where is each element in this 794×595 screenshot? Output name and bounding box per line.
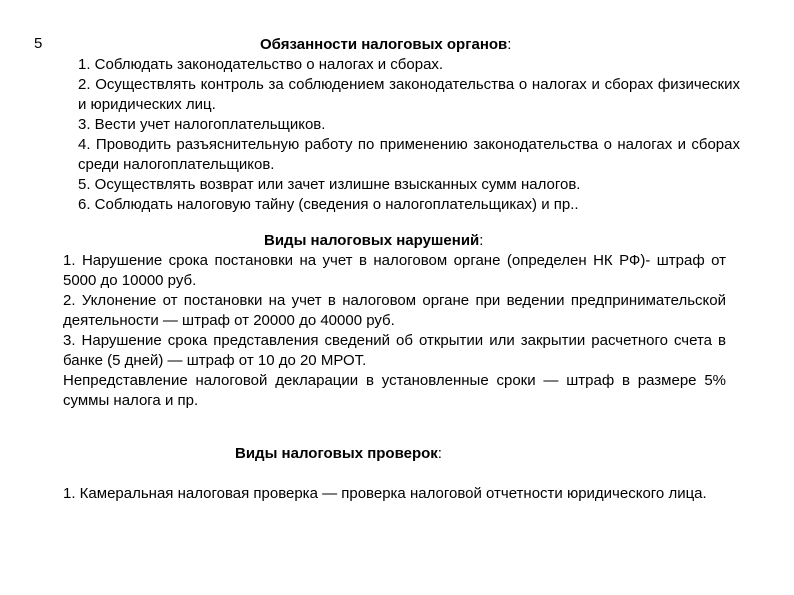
violation-item-1: 1. Нарушение срока постановки на учет в налоговом органе (определен НК РФ)- штраф от 5000 до 10000 руб. <box>63 252 726 289</box>
violations-colon: : <box>479 232 484 249</box>
inspections-colon: : <box>437 445 442 462</box>
duty-item-3: 3. Вести учет налогоплательщиков. <box>78 116 326 133</box>
duty-item-1: 1. Соблюдать законодательство о налогах и сборах. <box>78 56 444 73</box>
violations-title: Виды налоговых нарушений <box>264 232 480 249</box>
duties-section <box>78 35 740 215</box>
duties-colon: : <box>507 36 512 53</box>
slide-number: 5 <box>34 35 43 52</box>
violations-section <box>63 231 726 411</box>
violation-item-2: 2. Уклонение от постановки на учет в налоговом органе при ведении предпринимательской деятельности — штраф от 20000 до 40000 руб. <box>63 292 726 329</box>
duty-item-6: 6. Соблюдать налоговую тайну (сведения о налогоплательщиках) и пр.. <box>78 196 579 213</box>
violations-heading <box>63 231 726 251</box>
duties-title: Обязанности налоговых органов <box>260 36 508 53</box>
inspections-section <box>63 444 726 504</box>
inspections-heading <box>63 444 726 464</box>
violation-item-3: 3. Нарушение срока представления сведений об открытии или закрытии расчетного счета в банке (5 дней) — штраф от 10 до 20 МРОТ. <box>63 332 726 369</box>
duty-item-2: 2. Осуществлять контроль за соблюдением законодательства о налогах и сборах физических и юридических лиц. <box>78 76 740 113</box>
violation-item-4: Непредставление налоговой декларации в установленные сроки — штраф в размере 5% суммы налога и пр. <box>63 372 726 409</box>
duty-item-5: 5. Осуществлять возврат или зачет излишне взысканных сумм налогов. <box>78 176 581 193</box>
inspections-title: Виды налоговых проверок <box>235 445 438 462</box>
duty-item-4: 4. Проводить разъяснительную работу по применению законодательства о налогах и сборах среди налогоплательщиков. <box>78 136 740 173</box>
duties-heading <box>78 35 740 55</box>
inspection-item-1: 1. Камеральная налоговая проверка — проверка налоговой отчетности юридического лица. <box>63 485 707 502</box>
